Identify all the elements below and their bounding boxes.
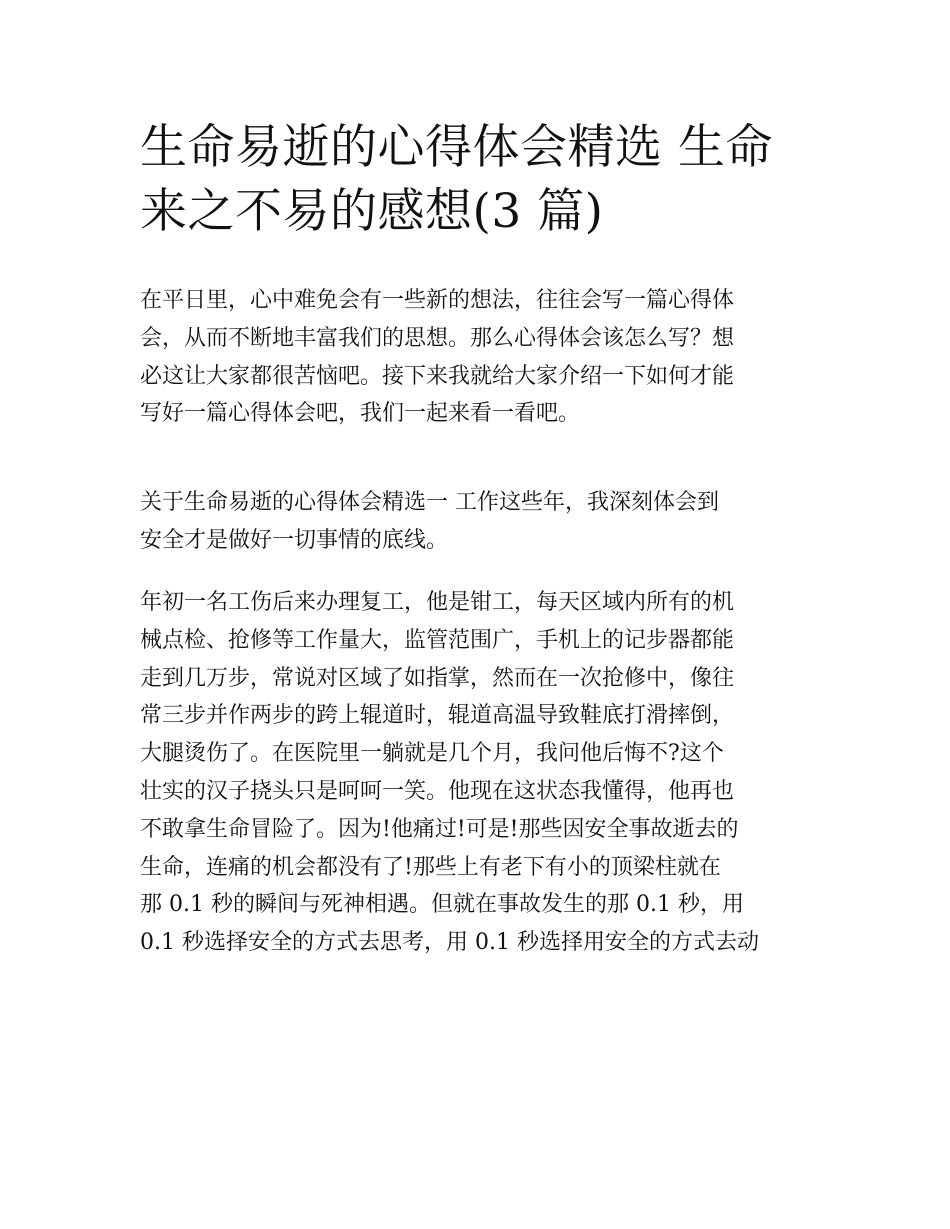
text-line: 不敢拿生命冒险了。因为!他痛过!可是!那些因安全事故逝去的 bbox=[140, 816, 739, 842]
text-line: 在平日里，心中难免会有一些新的想法，往往会写一篇心得体 bbox=[140, 288, 735, 313]
title-line: 生命易逝的心得体会精选 生命 bbox=[140, 120, 773, 175]
text-line: 年初一名工伤后来办理复工，他是钳工，每天区域内所有的机 bbox=[140, 590, 735, 615]
paragraph-intro bbox=[140, 282, 815, 433]
text-line: 生命，连痛的机会都没有了!那些上有老下有小的顶梁柱就在 bbox=[140, 854, 721, 880]
text-line: 必这让大家都很苦恼吧。接下来我就给大家介绍一下如何才能 bbox=[140, 363, 735, 389]
text-line: 安全才是做好一切事情的底线。 bbox=[140, 527, 449, 553]
text-line: 写好一篇心得体会吧，我们一起来看一看吧。 bbox=[140, 401, 581, 427]
text-line: 壮实的汉子挠头只是呵呵一笑。他现在这状态我懂得，他再也 bbox=[140, 778, 735, 804]
text-line: 大腿烫伤了。在医院里一躺就是几个月，我问他后悔不?这个 bbox=[140, 741, 724, 767]
text-line: 械点检、抢修等工作量大，监管范围广，手机上的记步器都能 bbox=[140, 627, 735, 653]
text-line: 会，从而不断地丰富我们的思想。那么心得体会该怎么写？想 bbox=[140, 325, 735, 351]
paragraph-story bbox=[140, 584, 815, 962]
paragraph-section-heading bbox=[140, 484, 815, 560]
text-line: 常三步并作两步的跨上辊道时，辊道高温导致鞋底打滑摔倒， bbox=[140, 703, 735, 729]
text-line: 关于生命易逝的心得体会精选一 工作这些年，我深刻体会到 bbox=[140, 490, 719, 515]
text-line: 0.1 秒选择安全的方式去思考，用 0.1 秒选择用安全的方式去动 bbox=[140, 930, 759, 956]
text-line: 走到几万步，常说对区域了如指掌，然而在一次抢修中，像往 bbox=[140, 665, 735, 691]
text-line: 那 0.1 秒的瞬间与死神相遇。但就在事故发生的那 0.1 秒，用 bbox=[140, 892, 744, 918]
title-line: 来之不易的感想(3 篇) bbox=[140, 184, 604, 239]
document-title bbox=[140, 116, 830, 244]
